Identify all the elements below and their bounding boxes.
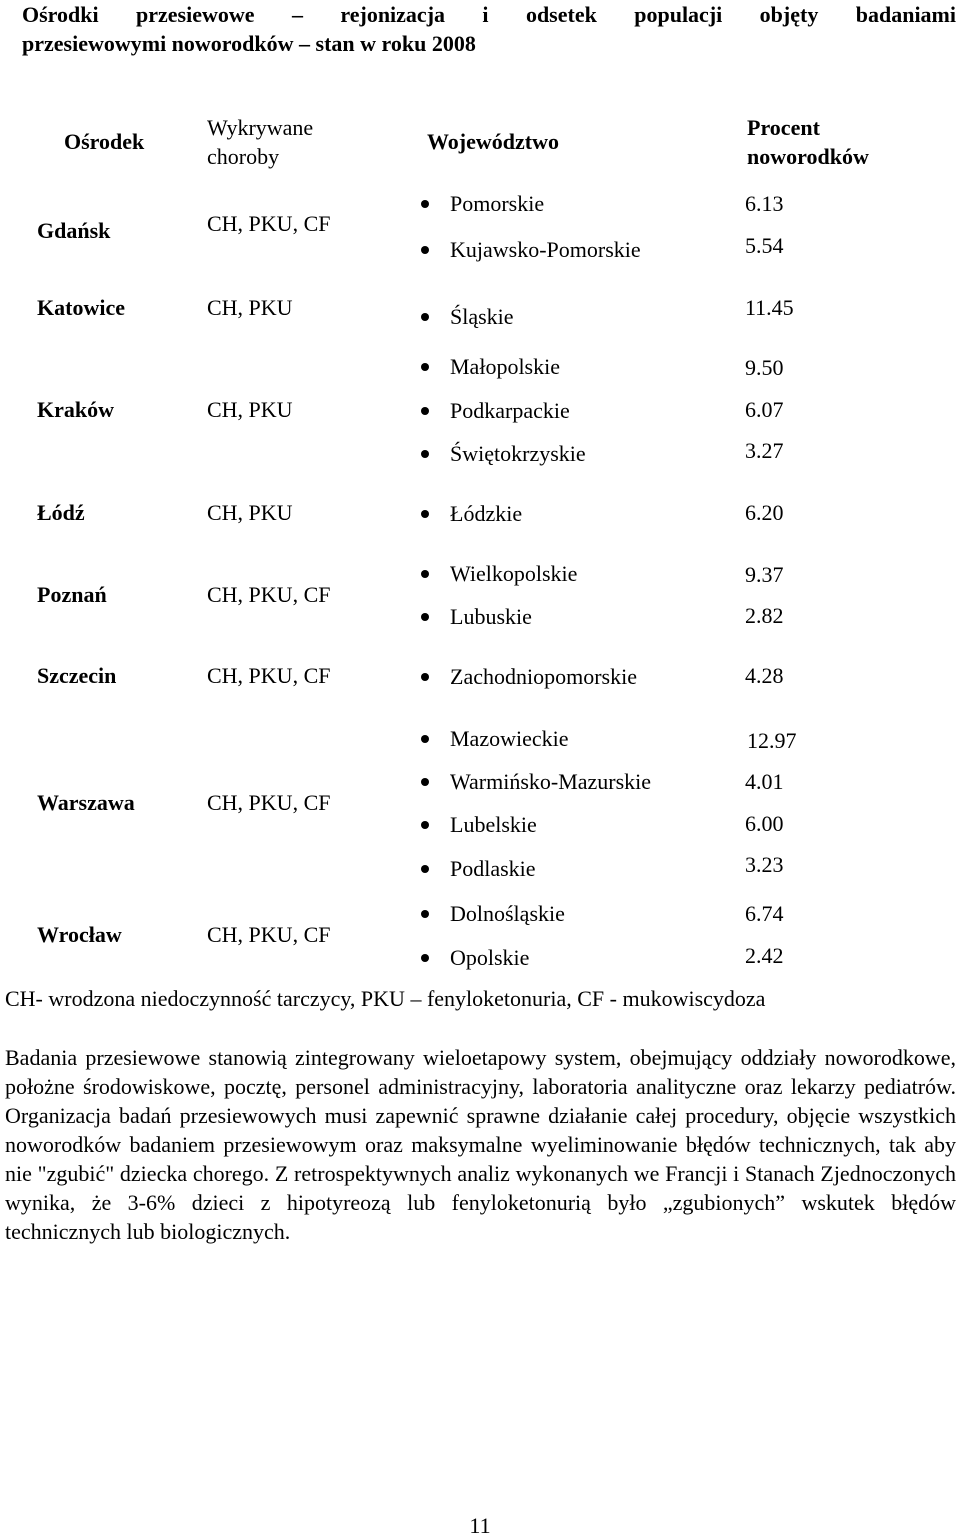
bullet-icon xyxy=(421,510,429,518)
bullet-icon xyxy=(421,821,429,829)
region-name: Śląskie xyxy=(450,304,514,329)
region-row xyxy=(421,398,570,424)
diseases-warszawa: CH, PKU, CF xyxy=(207,790,331,815)
bullet-icon xyxy=(421,910,429,918)
region-row xyxy=(421,604,532,630)
center-poznan: Poznań xyxy=(37,582,107,607)
region-row xyxy=(421,501,522,527)
region-row xyxy=(421,191,544,217)
region-percent: 9.50 xyxy=(745,355,784,380)
region-name: Podkarpackie xyxy=(450,398,570,423)
region-percent: 6.20 xyxy=(745,500,784,525)
region-percent: 4.28 xyxy=(745,663,784,688)
region-name: Małopolskie xyxy=(450,354,560,379)
region-row xyxy=(421,901,565,927)
center-warszawa: Warszawa xyxy=(37,790,135,815)
abbreviation-legend: CH- wrodzona niedoczynność tarczycy, PKU – fenyloketonuria, CF - mukowiscydoza xyxy=(5,986,766,1011)
region-name: Opolskie xyxy=(450,945,530,970)
header-voivodeship: Województwo xyxy=(427,129,559,154)
bullet-icon xyxy=(421,363,429,371)
region-row xyxy=(421,237,641,263)
region-name: Mazowieckie xyxy=(450,726,569,751)
region-name: Kujawsko-Pomorskie xyxy=(450,237,641,262)
header-diseases xyxy=(207,113,313,171)
region-name: Dolnośląskie xyxy=(450,901,565,926)
diseases-poznan: CH, PKU, CF xyxy=(207,582,331,607)
region-name: Zachodniopomorskie xyxy=(450,664,637,689)
region-name: Łódzkie xyxy=(450,501,523,526)
region-row xyxy=(421,664,637,690)
diseases-wroclaw: CH, PKU, CF xyxy=(207,922,331,947)
region-name: Warmińsko-Mazurskie xyxy=(450,769,652,794)
region-name: Wielkopolskie xyxy=(450,561,578,586)
diseases-gdansk: CH, PKU, CF xyxy=(207,211,331,236)
region-percent: 9.37 xyxy=(745,562,784,587)
region-percent: 11.45 xyxy=(745,295,794,320)
region-row xyxy=(421,812,537,838)
region-percent: 2.42 xyxy=(745,943,784,968)
region-row xyxy=(421,726,569,752)
region-name: Podlaskie xyxy=(450,856,536,881)
region-name: Lubelskie xyxy=(450,812,537,837)
region-row xyxy=(421,769,651,795)
region-percent: 12.97 xyxy=(747,728,797,753)
bullet-icon xyxy=(421,954,429,962)
region-percent: 3.27 xyxy=(745,438,784,463)
bullet-icon xyxy=(421,246,429,254)
bullet-icon xyxy=(421,865,429,873)
region-percent: 6.07 xyxy=(745,397,784,422)
page-number: 11 xyxy=(469,1513,491,1538)
region-percent: 6.74 xyxy=(745,901,784,926)
bullet-icon xyxy=(421,200,429,208)
title-line-2: przesiewowymi noworodków – stan w roku 2008 xyxy=(22,31,476,56)
region-name: Lubuskie xyxy=(450,604,532,629)
diseases-katowice: CH, PKU xyxy=(207,295,293,320)
diseases-krakow: CH, PKU xyxy=(207,397,293,422)
center-szczecin: Szczecin xyxy=(37,663,117,688)
region-percent: 2.82 xyxy=(745,603,784,628)
center-krakow: Kraków xyxy=(37,397,114,422)
header-percent-line-1: Procent xyxy=(747,115,820,140)
diseases-szczecin: CH, PKU, CF xyxy=(207,663,331,688)
region-row xyxy=(421,354,560,380)
region-percent: 6.13 xyxy=(745,191,784,216)
region-row xyxy=(421,441,586,467)
bullet-icon xyxy=(421,778,429,786)
header-percent xyxy=(747,113,869,171)
region-percent: 4.01 xyxy=(745,769,784,794)
bullet-icon xyxy=(421,313,429,321)
center-gdansk: Gdańsk xyxy=(37,218,111,243)
region-percent: 3.23 xyxy=(745,852,784,877)
center-lodz: Łódź xyxy=(37,500,85,525)
title-line-1: Ośrodki przesiewowe – rejonizacja i odsetek populacji objęty badaniami xyxy=(22,2,956,27)
bullet-icon xyxy=(421,450,429,458)
region-percent: 6.00 xyxy=(745,811,784,836)
bullet-icon xyxy=(421,735,429,743)
region-name: Świętokrzyskie xyxy=(450,441,586,466)
bullet-icon xyxy=(421,673,429,681)
page-title xyxy=(22,0,956,58)
bullet-icon xyxy=(421,613,429,621)
region-row xyxy=(421,945,529,971)
center-wroclaw: Wrocław xyxy=(37,922,122,947)
region-row xyxy=(421,561,577,587)
header-percent-line-2: noworodków xyxy=(747,144,869,169)
header-diseases-line-2: choroby xyxy=(207,144,280,169)
header-diseases-line-1: Wykrywane xyxy=(207,115,314,140)
header-center: Ośrodek xyxy=(64,129,145,154)
body-paragraph: Badania przesiewowe stanowią zintegrowany wieloetapowy system, obejmujący oddziały noworodkowe, położne środowiskowe, pocztę, personel administracyjny, laboratoria analityczne oraz lekarzy pediatrów. Organizacja badań przesiewowych musi zapewnić sprawne działanie całej procedury, objęcie wszystkich noworodków badaniem przesiewowym oraz maksymalne wyeliminowanie błędów technicznych, tak aby nie "zgubić" dziecka chorego. Z retrospektywnych analiz wykonanych we Francji i Stanach Zjednoczonych wynika, że 3-6% dzieci z hipotyreozą lub fenyloketonurią było „zgubionych” wskutek błędów technicznych lub biologicznych. xyxy=(5,1045,956,1244)
diseases-lodz: CH, PKU xyxy=(207,500,293,525)
region-percent: 5.54 xyxy=(745,233,784,258)
bullet-icon xyxy=(421,570,429,578)
center-katowice: Katowice xyxy=(37,295,125,320)
bullet-icon xyxy=(421,407,429,415)
region-name: Pomorskie xyxy=(450,191,545,216)
region-row xyxy=(421,856,536,882)
region-row xyxy=(421,304,514,330)
